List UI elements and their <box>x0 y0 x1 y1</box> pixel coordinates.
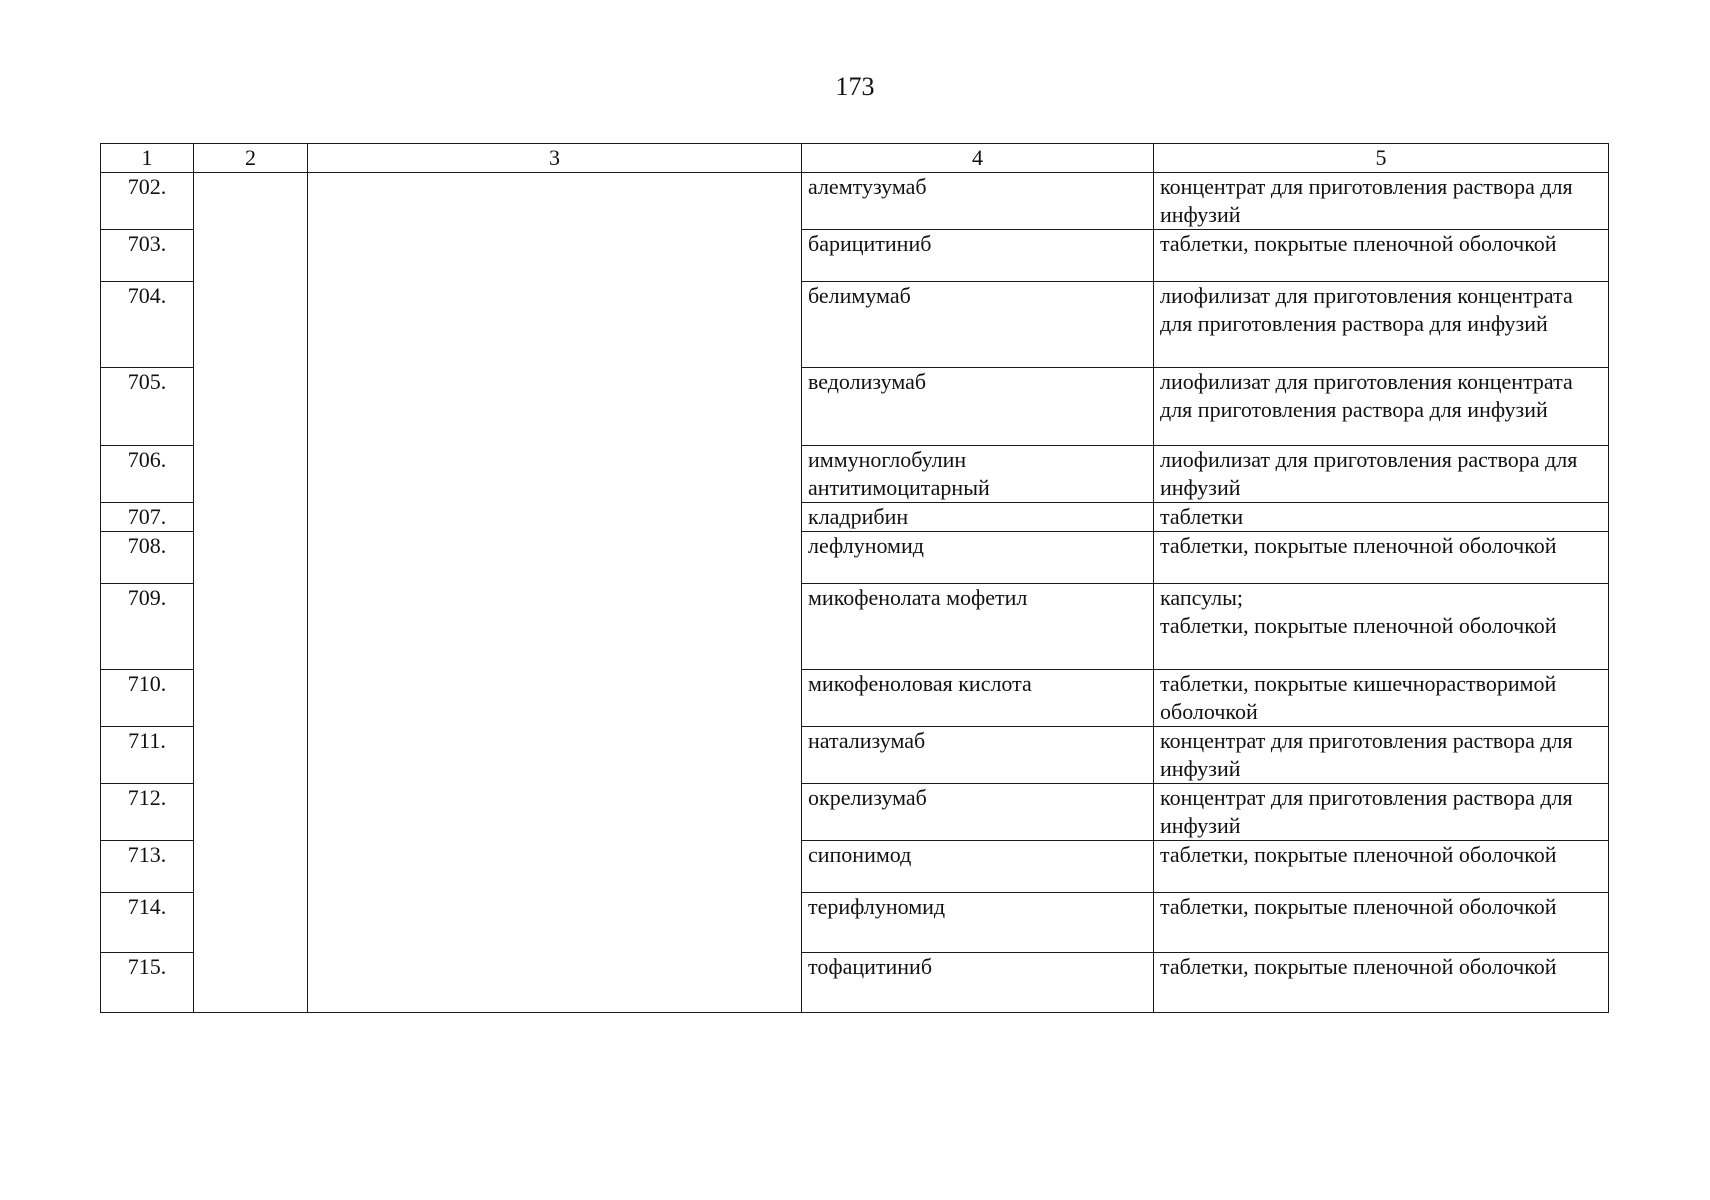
row-number: 709. <box>101 584 194 670</box>
dosage-form-line: таблетки <box>1160 504 1244 529</box>
row-number: 706. <box>101 446 194 503</box>
row-number: 713. <box>101 841 194 893</box>
column-header-1: 1 <box>101 144 194 173</box>
row-number: 715. <box>101 953 194 1013</box>
dosage-form <box>1154 953 1609 1013</box>
column-header-4: 4 <box>802 144 1154 173</box>
dosage-form <box>1154 503 1609 532</box>
drug-name: сипонимод <box>802 841 1154 893</box>
column-3-merged-cell <box>308 173 802 1013</box>
table-header-row <box>101 144 1609 173</box>
column-header-3: 3 <box>308 144 802 173</box>
dosage-form-line: лиофилизат для приготовления концентрата для приготовления раствора для инфузий <box>1160 369 1573 422</box>
row-number: 707. <box>101 503 194 532</box>
row-number: 702. <box>101 173 194 230</box>
drug-name: окрелизумаб <box>802 784 1154 841</box>
dosage-form <box>1154 584 1609 670</box>
drug-name: барицитиниб <box>802 230 1154 282</box>
drug-name: терифлуномид <box>802 893 1154 953</box>
drug-name: иммуноглобулин антитимоцитарный <box>802 446 1154 503</box>
dosage-form <box>1154 670 1609 727</box>
drug-name: микофеноловая кислота <box>802 670 1154 727</box>
drug-name: ведолизумаб <box>802 368 1154 446</box>
dosage-form-line: капсулы; <box>1160 585 1243 610</box>
dosage-form <box>1154 784 1609 841</box>
drug-name: кладрибин <box>802 503 1154 532</box>
column-header-2: 2 <box>194 144 308 173</box>
dosage-form-line: таблетки, покрытые пленочной оболочкой <box>1160 231 1557 256</box>
dosage-form <box>1154 368 1609 446</box>
dosage-form-line: таблетки, покрытые пленочной оболочкой <box>1160 954 1557 979</box>
dosage-form-line: концентрат для приготовления раствора для инфузий <box>1160 728 1573 781</box>
column-header-5: 5 <box>1154 144 1609 173</box>
dosage-form-line: лиофилизат для приготовления концентрата для приготовления раствора для инфузий <box>1160 283 1573 336</box>
dosage-form-line: таблетки, покрытые пленочной оболочкой <box>1160 613 1557 638</box>
dosage-form-line: таблетки, покрытые кишечнорастворимой оболочкой <box>1160 671 1557 724</box>
dosage-form <box>1154 446 1609 503</box>
dosage-form-line: концентрат для приготовления раствора для инфузий <box>1160 785 1573 838</box>
dosage-form <box>1154 727 1609 784</box>
table-body <box>101 173 1609 1013</box>
dosage-form-line: таблетки, покрытые пленочной оболочкой <box>1160 894 1557 919</box>
dosage-form <box>1154 893 1609 953</box>
dosage-form <box>1154 282 1609 368</box>
dosage-form <box>1154 841 1609 893</box>
drug-name: натализумаб <box>802 727 1154 784</box>
dosage-form <box>1154 532 1609 584</box>
row-number: 704. <box>101 282 194 368</box>
dosage-form <box>1154 230 1609 282</box>
row-number: 711. <box>101 727 194 784</box>
row-number: 712. <box>101 784 194 841</box>
drug-name: тофацитиниб <box>802 953 1154 1013</box>
row-number: 708. <box>101 532 194 584</box>
dosage-form-line: таблетки, покрытые пленочной оболочкой <box>1160 533 1557 558</box>
dosage-form-line: концентрат для приготовления раствора для инфузий <box>1160 174 1573 227</box>
row-number: 705. <box>101 368 194 446</box>
drug-table <box>100 143 1609 1013</box>
dosage-form <box>1154 173 1609 230</box>
row-number: 710. <box>101 670 194 727</box>
row-number: 714. <box>101 893 194 953</box>
row-number: 703. <box>101 230 194 282</box>
drug-name: лефлуномид <box>802 532 1154 584</box>
drug-name: микофенолата мофетил <box>802 584 1154 670</box>
dosage-form-line: лиофилизат для приготовления раствора для инфузий <box>1160 447 1578 500</box>
dosage-form-line: таблетки, покрытые пленочной оболочкой <box>1160 842 1557 867</box>
page-number: 173 <box>835 72 875 101</box>
table-row <box>101 173 1609 230</box>
column-2-merged-cell <box>194 173 308 1013</box>
drug-name: алемтузумаб <box>802 173 1154 230</box>
drug-name: белимумаб <box>802 282 1154 368</box>
